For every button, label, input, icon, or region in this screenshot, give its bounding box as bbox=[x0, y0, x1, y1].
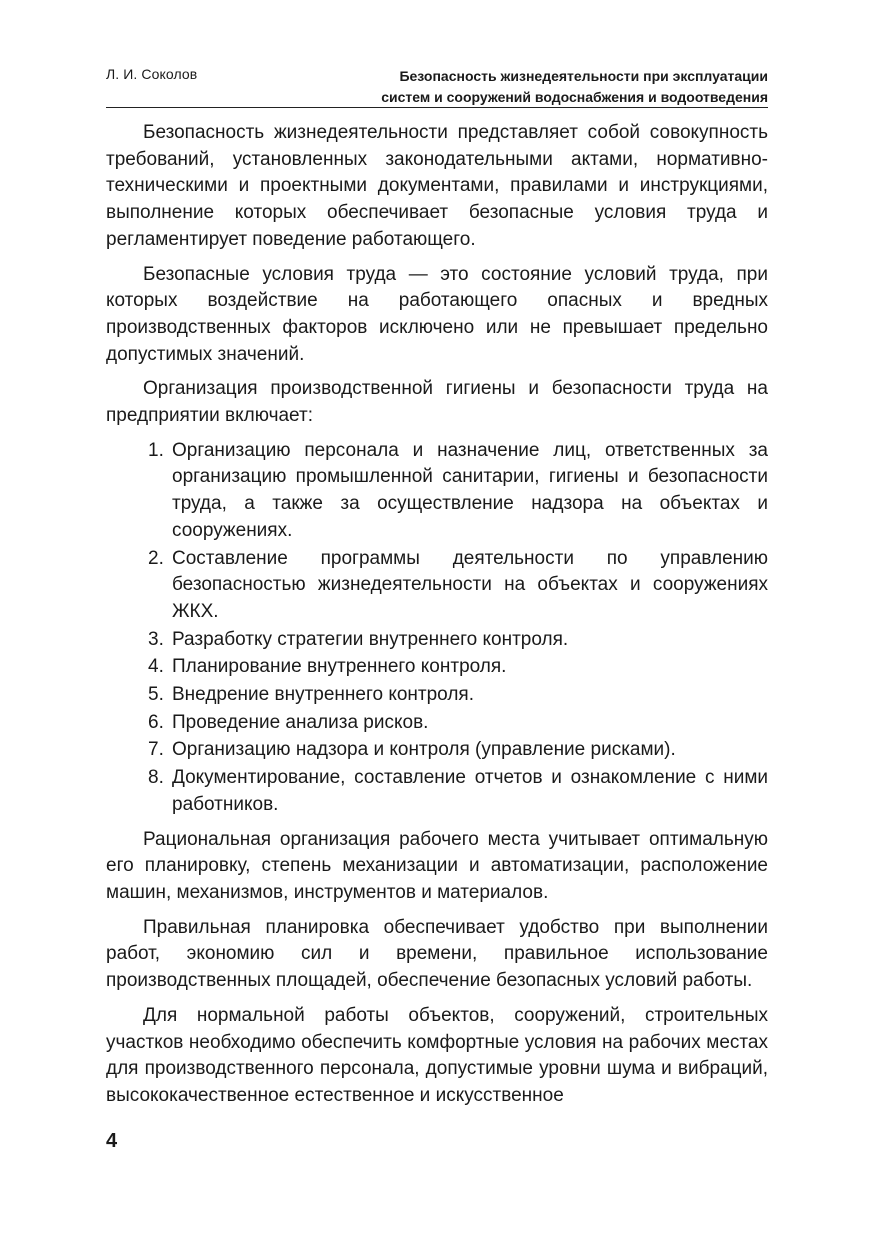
list-item-number: 7. bbox=[148, 739, 164, 761]
header-title-line-2: систем и сооружений водоснабжения и водоотведения bbox=[381, 89, 768, 105]
list-item bbox=[106, 710, 768, 737]
list-item bbox=[106, 438, 768, 545]
list-item-text: Проведение анализа рисков. bbox=[172, 711, 429, 733]
list-item-text: Организацию надзора и контроля (управление рисками). bbox=[172, 739, 676, 761]
list-item-text: Составление программы деятельности по управлению безопасностью жизнедеятельности на объектах и сооружениях ЖКХ. bbox=[172, 547, 768, 622]
list-item-number: 2. bbox=[148, 547, 164, 569]
header-title-line-1: Безопасность жизнедеятельности при эксплуатации bbox=[399, 68, 768, 84]
list-item-text: Разработку стратегии внутреннего контроля. bbox=[172, 628, 569, 650]
list-item-number: 1. bbox=[148, 439, 164, 461]
list-item-text: Внедрение внутреннего контроля. bbox=[172, 684, 474, 706]
list-item bbox=[106, 546, 768, 626]
list-item-number: 4. bbox=[148, 656, 164, 678]
list-item bbox=[106, 627, 768, 654]
header-author: Л. И. Соколов bbox=[106, 66, 198, 82]
list-item bbox=[106, 765, 768, 818]
running-header bbox=[106, 60, 768, 108]
list-item bbox=[106, 682, 768, 709]
list-item bbox=[106, 654, 768, 681]
page-body bbox=[106, 120, 768, 1118]
list-item-number: 6. bbox=[148, 711, 164, 733]
list-item-number: 3. bbox=[148, 628, 164, 650]
list-item-number: 5. bbox=[148, 684, 164, 706]
paragraph: Для нормальной работы объектов, сооружений, строительных участков необходимо обеспечить комфортные условия на рабочих местах для производственного персонала, допустимые уровни шума и вибраций, высококачественное естественное и искусственное bbox=[106, 1004, 768, 1106]
list-item-text: Планирование внутреннего контроля. bbox=[172, 656, 507, 678]
paragraph: Правильная планировка обеспечивает удобство при выполнении работ, экономию сил и времени, правильное использование производственных площадей, обеспечение безопасных условий работы. bbox=[106, 916, 768, 992]
list-item bbox=[106, 737, 768, 764]
page-number: 4 bbox=[106, 1130, 118, 1152]
paragraph: Организация производственной гигиены и безопасности труда на предприятии включает: bbox=[106, 378, 768, 427]
list-item-number: 8. bbox=[148, 767, 164, 789]
list-item-text: Документирование, составление отчетов и ознакомление с ними работников. bbox=[172, 767, 768, 815]
paragraph: Безопасные условия труда — это состояние условий труда, при которых воздействие на работающего опасных и вредных производственных факторов исключено или не превышает предельно допустимых значений. bbox=[106, 263, 768, 365]
list-item-text: Организацию персонала и назначение лиц, ответственных за организацию промышленной санитарии, гигиены и безопасности труда, а также за осуществление надзора на объектах и сооружениях. bbox=[172, 439, 768, 541]
paragraph: Безопасность жизнедеятельности представляет собой совокупность требований, установленных законодательными актами, нормативно-техническими и проектными документами, правилами и инструкциями, выполнение которых обеспечивает безопасные условия труда и регламентирует поведение работающего. bbox=[106, 122, 768, 250]
numbered-list bbox=[106, 438, 768, 819]
header-title bbox=[381, 66, 768, 108]
paragraph: Рациональная организация рабочего места учитывает оптимальную его планировку, степень механизации и автоматизации, расположение машин, механизмов, инструментов и материалов. bbox=[106, 828, 768, 903]
